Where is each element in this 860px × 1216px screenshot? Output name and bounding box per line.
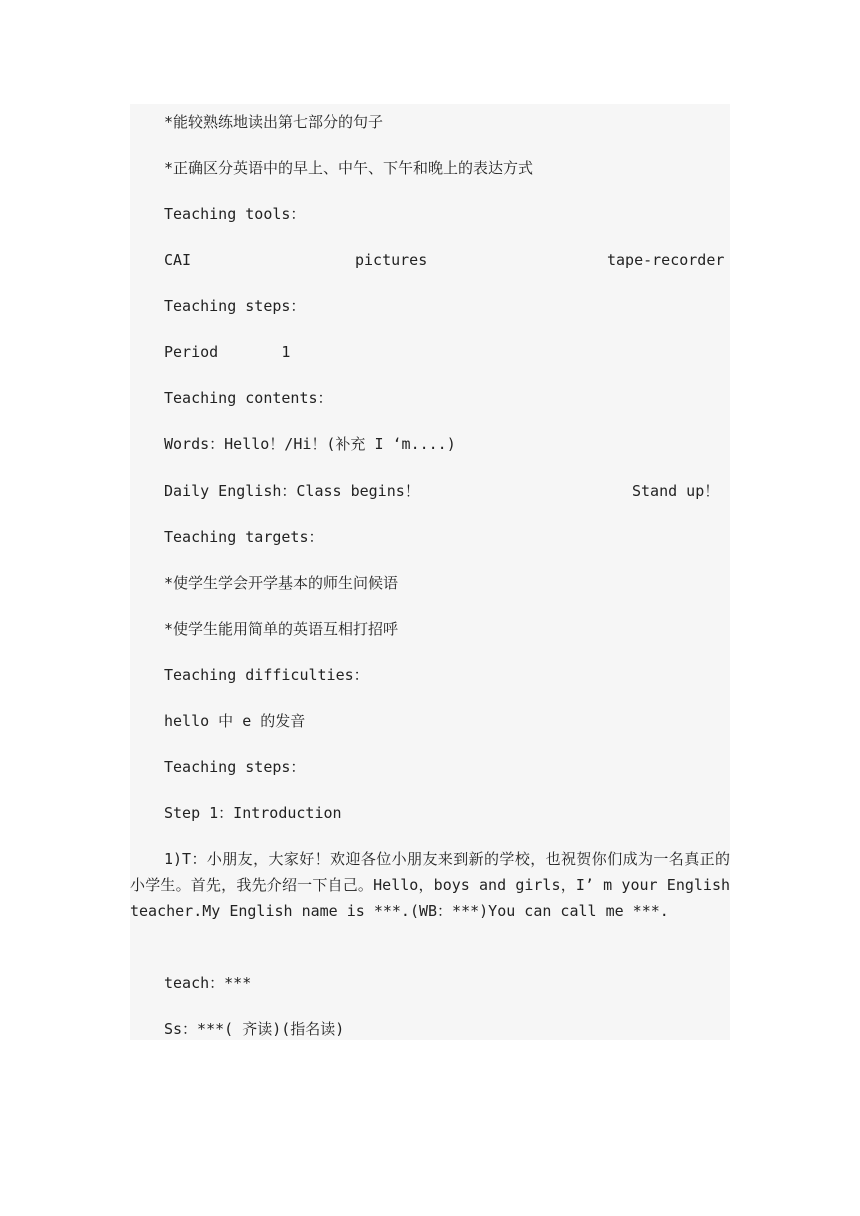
tools-row [164,249,724,272]
daily-english-row [164,480,724,503]
teaching-steps-heading: Teaching steps： [164,297,306,315]
intro-paragraph: 1)T：小朋友，大家好！欢迎各位小朋友来到新的学校，也祝贺你们成为一名真正的小学生。首先，我先介绍一下自己。Hello，boys and girls，I’ m your English teacher.My English name is ***.(WB：***)You can call me ***. [130,850,730,920]
objective-line-2: *正确区分英语中的早上、中午、下午和晚上的表达方式 [164,159,534,177]
daily-english-stand-up: Stand up！ [632,482,720,500]
daily-english-label: Daily English：Class begins！ [164,482,420,500]
teaching-difficulties-heading: Teaching difficulties： [164,666,369,684]
target-line-1: *使学生学会开学基本的师生问候语 [164,574,399,592]
step-1-heading: Step 1：Introduction [164,804,342,822]
tool-tape-recorder: tape-recorder [607,251,725,269]
teaching-contents-heading: Teaching contents： [164,389,333,407]
objective-line-1: *能较熟练地读出第七部分的句子 [164,113,384,131]
ss-line: Ss：***( 齐读)(指名读) [164,1020,345,1038]
words-line: Words：Hello！/Hi！(补充 I ‘m....) [164,435,456,453]
teaching-steps-heading-2: Teaching steps： [164,758,306,776]
tool-cai: CAI [164,251,192,269]
difficulty-line: hello 中 e 的发音 [164,712,306,730]
teaching-targets-heading: Teaching targets： [164,528,324,546]
teaching-tools-heading: Teaching tools： [164,205,306,223]
document-page [130,104,730,1040]
tool-pictures: pictures [355,251,428,269]
target-line-2: *使学生能用简单的英语互相打招呼 [164,620,399,638]
period-line: Period 1 [164,343,291,361]
teach-line: teach：*** [164,974,252,992]
